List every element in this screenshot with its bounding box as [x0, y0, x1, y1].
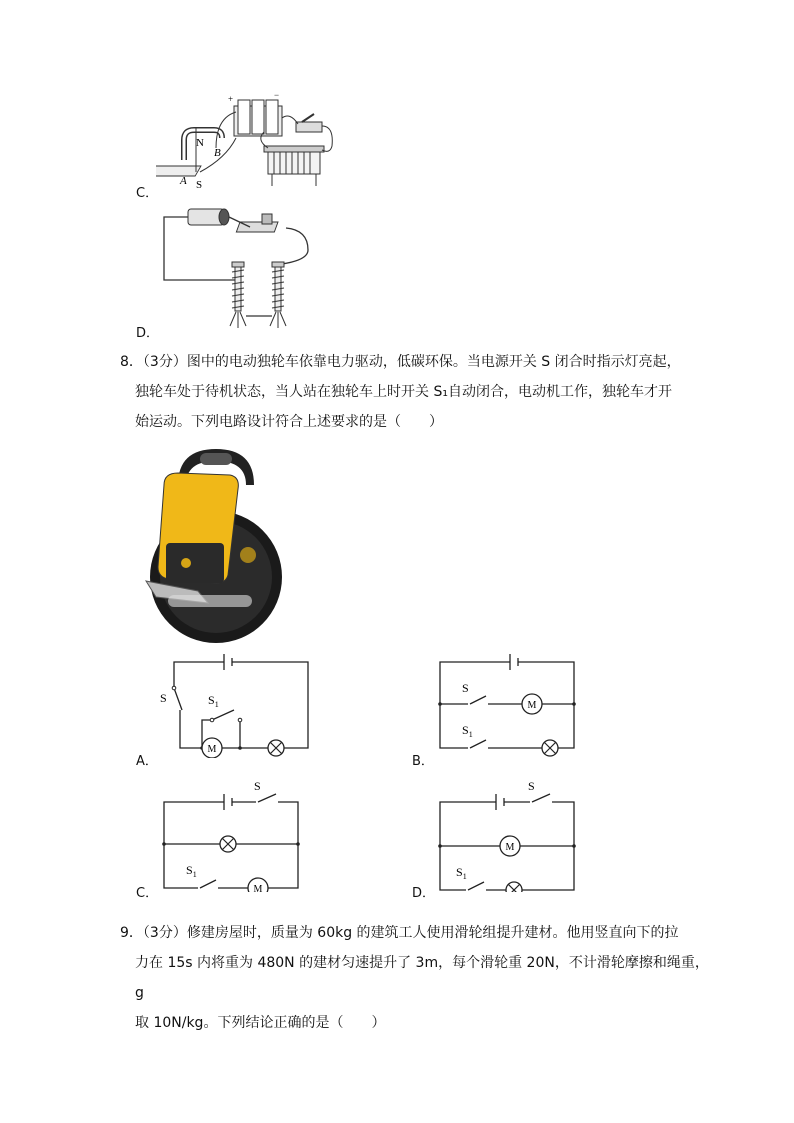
q8-option-c-label: C． — [136, 886, 159, 901]
svg-text:M: M — [505, 842, 515, 853]
screw-coil-left-icon — [230, 262, 246, 328]
battery-plus: + — [228, 94, 234, 104]
switch-s-label: S — [254, 779, 261, 793]
lamp-icon — [220, 836, 236, 852]
q8-option-c — [136, 778, 316, 901]
motor-icon — [500, 836, 520, 856]
svg-text:M: M — [253, 884, 263, 892]
battery-icon — [188, 209, 229, 225]
svg-text:M: M — [527, 700, 537, 711]
motor-icon — [248, 878, 268, 892]
q8-line-3: 始运动。下列电路设计符合上述要求的是（ ） — [135, 414, 443, 430]
point-b: B — [214, 147, 221, 159]
q8-option-b — [412, 648, 592, 768]
q8-number: 8． — [120, 354, 143, 370]
circuit-d — [434, 778, 594, 892]
q7-option-c — [136, 88, 336, 200]
switch-s-label: S — [528, 779, 535, 793]
q8-option-a-label: A． — [136, 754, 158, 769]
q8-option-d-label: D． — [412, 886, 436, 901]
q9-line-3: 取 10N/kg。下列结论正确的是（ ） — [135, 1015, 386, 1031]
battery-icon — [234, 100, 282, 136]
q7-option-d — [136, 200, 346, 340]
q8-option-b-label: B． — [412, 754, 434, 769]
svg-text:M: M — [207, 744, 217, 755]
switch-s1-label: $S_1$ — [456, 865, 467, 881]
q9-number: 9． — [120, 925, 143, 941]
switch-s1-label: $S_1$ — [462, 723, 473, 739]
q7-option-c-label: C． — [136, 186, 159, 201]
lamp-icon — [506, 882, 522, 892]
q8-score: （3分） — [142, 354, 187, 370]
q8-question — [120, 347, 700, 437]
pole-n: N — [196, 137, 204, 149]
q9-question — [120, 918, 710, 1038]
magnet-icon — [156, 128, 222, 176]
point-a: A — [180, 175, 187, 187]
pole-s: S — [196, 179, 203, 191]
circuit-b — [434, 648, 594, 758]
q9-line-2: 力在 15s 内将重为 480N 的建材匀速提升了 3m，每个滑轮重 20N，不计滑轮摩擦和绳重，g — [135, 955, 709, 1001]
q7-option-d-label: D． — [136, 326, 160, 341]
circuit-a — [158, 648, 318, 758]
lamp-icon — [268, 740, 284, 756]
switch-s1-label: $S_1$ — [208, 693, 219, 709]
motor-icon — [522, 694, 542, 714]
q7-d-diagram — [158, 200, 338, 335]
q8-line-2: 独轮车处于待机状态，当人站在独轮车上时开关 S₁自动闭合，电动机工作，独轮车才开 — [135, 384, 672, 400]
lamp-icon — [542, 740, 558, 756]
switch-s-label: S — [462, 681, 469, 695]
unicycle-photo — [138, 445, 288, 645]
q9-line-1: 9．（3分）修建房屋时，质量为 60kg 的建筑工人使用滑轮组提升建材。他用竖直向下的拉 — [120, 925, 679, 941]
q7-c-diagram — [156, 88, 336, 193]
motor-icon — [202, 738, 222, 758]
coil-icon — [264, 146, 324, 186]
q9-score: （3分） — [142, 925, 187, 941]
knife-switch-icon — [296, 114, 322, 132]
switch-s1-label: $S_1$ — [186, 863, 197, 879]
q8-option-d — [412, 778, 592, 901]
q8-line-1: 8．（3分）图中的电动独轮车依靠电力驱动，低碳环保。当电源开关 S 闭合时指示灯亮起， — [120, 354, 681, 370]
switch-s-label: S — [160, 691, 167, 705]
battery-minus: − — [274, 90, 280, 100]
q8-option-a — [136, 648, 316, 768]
screw-coil-right-icon — [270, 262, 286, 328]
circuit-c — [158, 778, 318, 892]
